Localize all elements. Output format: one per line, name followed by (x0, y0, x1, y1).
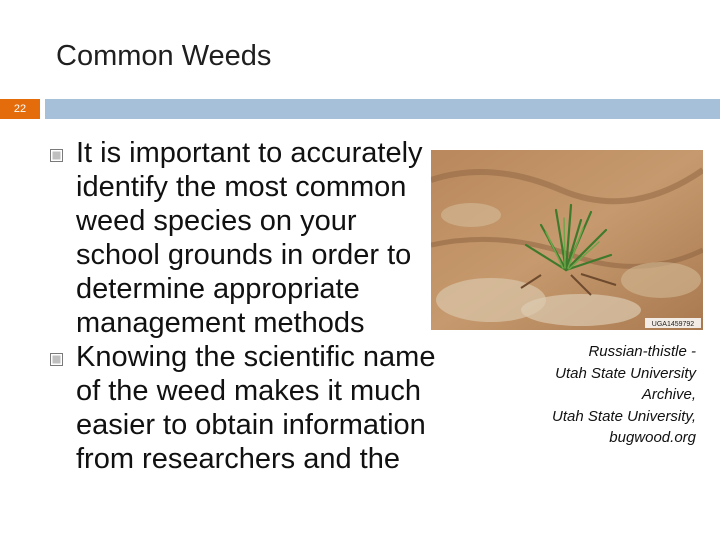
bullet-item (50, 340, 440, 476)
slide-number: 22 (0, 99, 40, 119)
bullet-item (50, 136, 440, 340)
bullet-text: It is important to accurately identify the most common weed species on your school grounds in order to determine appropriate management methods (76, 137, 423, 339)
header-divider-bar (45, 99, 720, 119)
checkbox-bullet-icon (50, 149, 63, 162)
caption-line: Utah State University, (552, 407, 696, 425)
caption-line: Archive, (641, 386, 696, 403)
bullet-text: Knowing the scientific name of the weed makes it much easier to obtain information from researchers and the (76, 341, 436, 475)
caption-line: Russian-thistle - (588, 343, 696, 360)
bullet-list (50, 136, 440, 476)
slide-header-bar (0, 99, 720, 119)
caption-line: bugwood.org (609, 429, 696, 446)
photo-caption (476, 341, 696, 449)
caption-line: Utah State University (555, 364, 696, 382)
slide-title: Common Weeds (56, 40, 272, 72)
russian-thistle-photo (431, 150, 703, 330)
checkbox-bullet-icon (50, 353, 63, 366)
photo-stamp: UGA1459792 (651, 321, 695, 328)
